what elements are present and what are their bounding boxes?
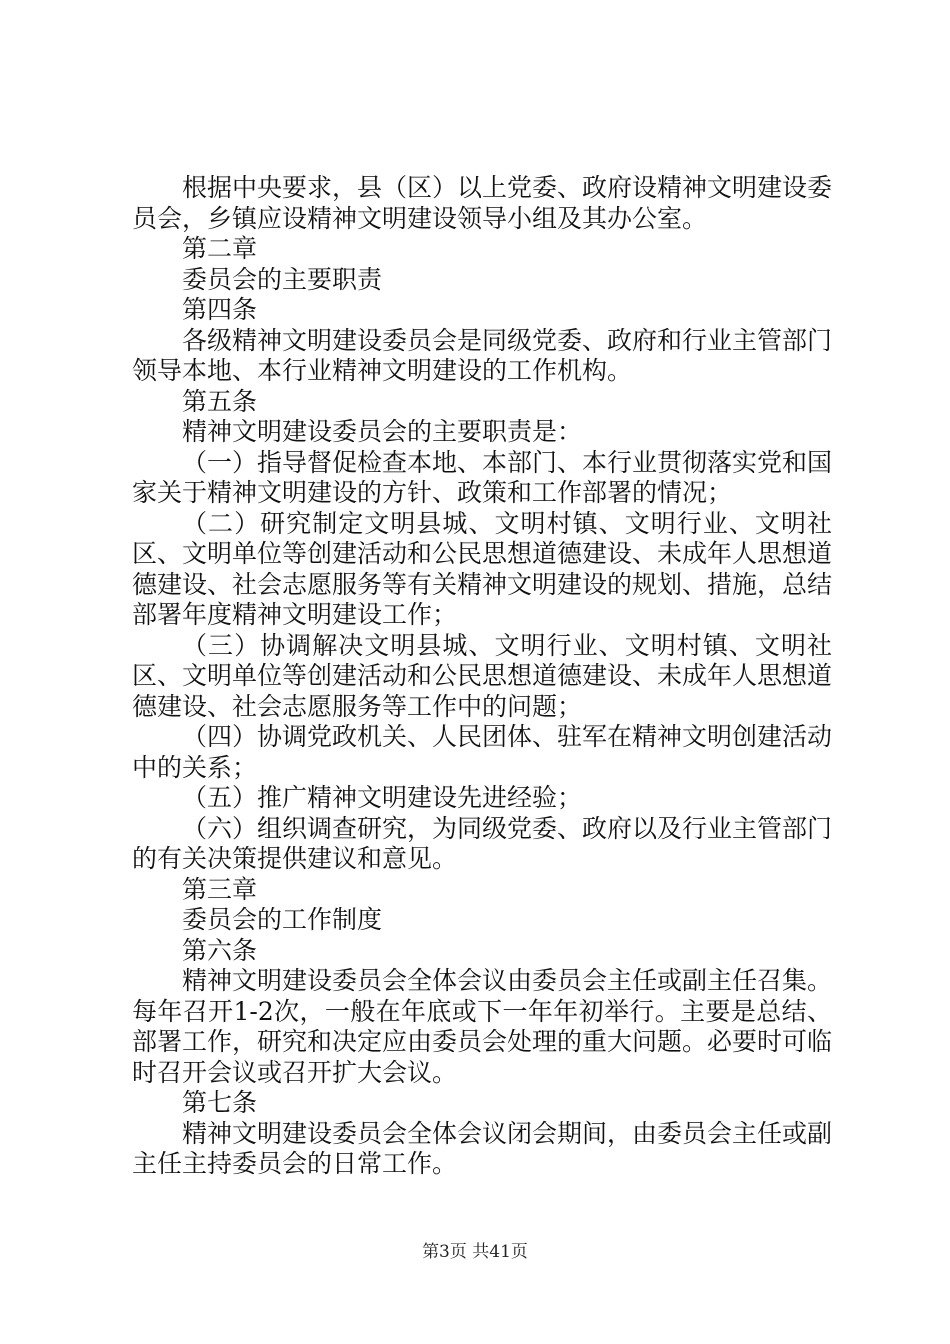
list-item: （一）指导督促检查本地、本部门、本行业贯彻落实党和国家关于精神文明建设的方针、政策和工作部署的情况；	[132, 447, 833, 507]
paragraph: 各级精神文明建设委员会是同级党委、政府和行业主管部门领导本地、本行业精神文明建设的工作机构。	[132, 325, 833, 385]
article-heading: 第五条	[182, 386, 258, 416]
list-item: （三）协调解决文明县城、文明行业、文明村镇、文明社区、文明单位等创建活动和公民思想道德建设、未成年人思想道德建设、社会志愿服务等工作中的问题；	[132, 630, 833, 721]
paragraph: 精神文明建设委员会全体会议闭会期间，由委员会主任或副主任主持委员会的日常工作。	[132, 1118, 833, 1178]
page-footer: 第3页 共41页	[422, 1242, 528, 1262]
paragraph: 精神文明建设委员会的主要职责是：	[182, 417, 583, 446]
chapter-heading: 第三章	[182, 874, 258, 904]
article-heading: 第七条	[182, 1088, 258, 1117]
paragraph: 根据中央要求，县（区）以上党委、政府设精神文明建设委员会，乡镇应设精神文明建设领导小组及其办公室。	[132, 173, 833, 233]
chapter-title: 委员会的主要职责	[182, 264, 383, 294]
chapter-title: 委员会的工作制度	[182, 905, 383, 934]
list-item: （六）组织调查研究，为同级党委、政府以及行业主管部门的有关决策提供建议和意见。	[132, 813, 833, 873]
article-heading: 第六条	[182, 935, 258, 965]
paragraph: 精神文明建设委员会全体会议由委员会主任或副主任召集。每年召开1-2次，一般在年底或下一年年初举行。主要是总结、部署工作，研究和决定应由委员会处理的重大问题。必要时可临时召开会议或召开扩大会议。	[132, 966, 833, 1087]
list-item: （二）研究制定文明县城、文明村镇、文明行业、文明社区、文明单位等创建活动和公民思想道德建设、未成年人思想道德建设、社会志愿服务等有关精神文明建设的规划、措施，总结部署年度精神文明建设工作；	[132, 508, 833, 629]
list-item: （四）协调党政机关、人民团体、驻军在精神文明创建活动中的关系；	[132, 722, 833, 782]
list-item: （五）推广精神文明建设先进经验；	[182, 783, 583, 812]
document-body	[132, 173, 832, 1180]
chapter-heading: 第二章	[182, 234, 258, 263]
article-heading: 第四条	[182, 295, 258, 324]
